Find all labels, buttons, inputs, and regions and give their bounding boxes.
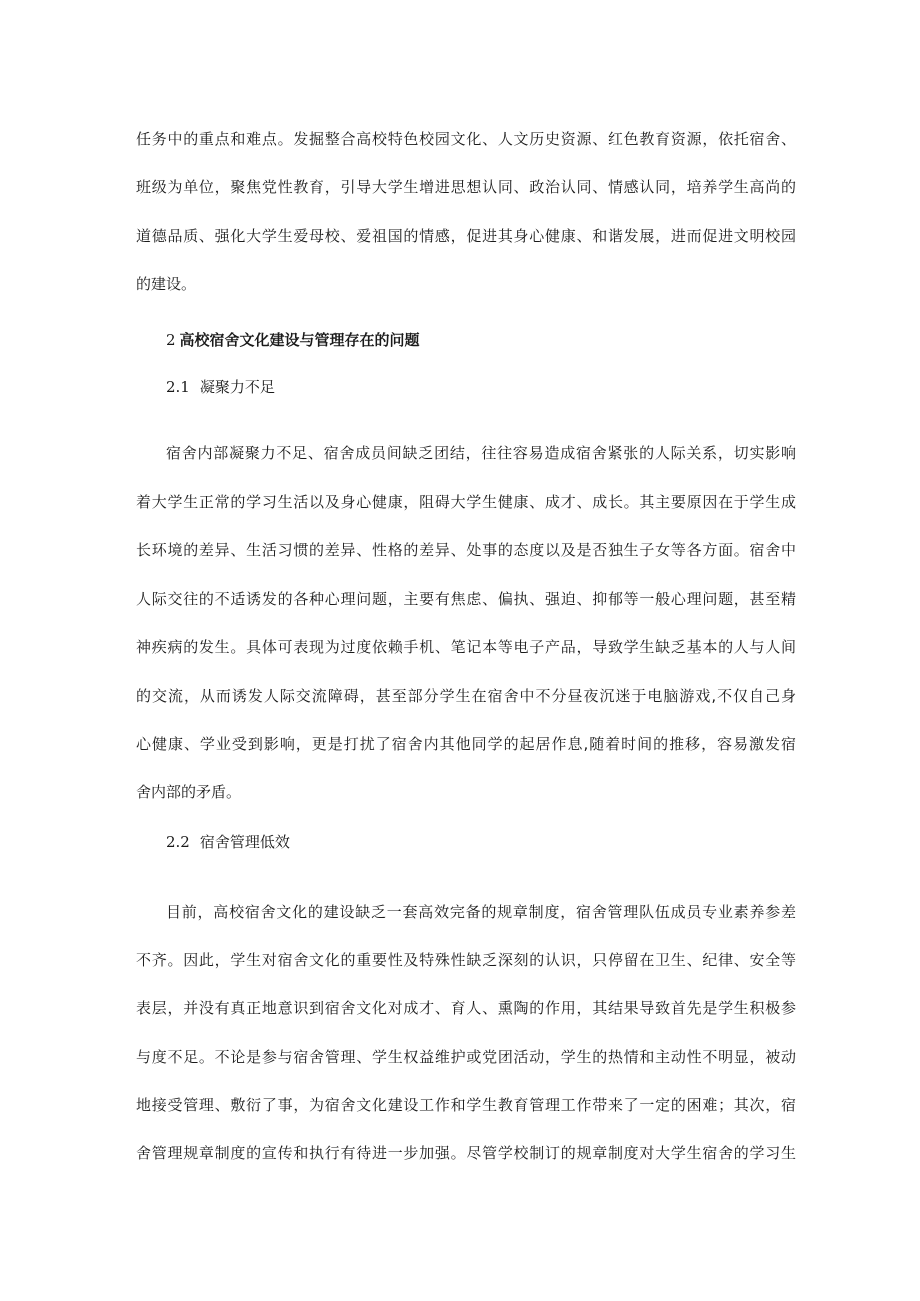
paragraph-line: 心健康、学业受到影响，更是打扰了宿舍内其他同学的起居作息,随着时间的推移，容易激发宿 [136, 735, 796, 753]
paragraph-line: 任务中的重点和难点。发掘整合高校特色校园文化、人文历史资源、红色教育资源，依托宿舍、 [136, 130, 796, 148]
paragraph-line: 舍内部的矛盾。 [136, 783, 242, 801]
subsection-number: 2.2 [166, 833, 190, 851]
paragraph-line: 的建设。 [136, 275, 197, 293]
paragraph-line: 人际交往的不适诱发的各种心理问题，主要有焦虑、偏执、强迫、抑郁等一般心理问题，甚至精 [136, 590, 796, 608]
paragraph-line: 目前，高校宿舍文化的建设缺乏一套高效完备的规章制度，宿舍管理队伍成员专业素养参差 [166, 903, 796, 921]
subsection-heading [166, 377, 275, 397]
paragraph-line: 表层，并没有真正地意识到宿舍文化对成才、育人、熏陶的作用，其结果导致首先是学生积极参 [136, 999, 796, 1017]
paragraph-line: 班级为单位，聚焦党性教育，引导大学生增进思想认同、政治认同、情感认同，培养学生高尚的 [136, 178, 796, 196]
section-number: 2 [166, 331, 176, 349]
paragraph-line: 道德品质、强化大学生爱母校、爱祖国的情感，促进其身心健康、和谐发展，进而促进文明校园 [136, 227, 796, 245]
paragraph-line: 舍管理规章制度的宣传和执行有待进一步加强。尽管学校制订的规章制度对大学生宿舍的学习生 [136, 1144, 796, 1162]
paragraph-line: 着大学生正常的学习生活以及身心健康，阻碍大学生健康、成才、成长。其主要原因在于学生成 [136, 493, 796, 511]
subsection-title: 凝聚力不足 [199, 378, 275, 396]
paragraph-line: 宿舍内部凝聚力不足、宿舍成员间缺乏团结，往往容易造成宿舍紧张的人际关系，切实影响 [166, 444, 796, 462]
paragraph-line: 神疾病的发生。具体可表现为过度依赖手机、笔记本等电子产品，导致学生缺乏基本的人与人间 [136, 638, 796, 656]
subsection-number: 2.1 [166, 378, 190, 396]
paragraph-line: 的交流，从而诱发人际交流障碍，甚至部分学生在宿舍中不分昼夜沉迷于电脑游戏,不仅自己身 [136, 687, 796, 705]
subsection-title: 宿舍管理低效 [199, 833, 290, 851]
paragraph-line: 不齐。因此，学生对宿舍文化的重要性及特殊性缺乏深刻的认识，只停留在卫生、纪律、安全等 [136, 951, 796, 969]
paragraph-line: 与度不足。不论是参与宿舍管理、学生权益维护或党团活动，学生的热情和主动性不明显，被动 [136, 1048, 796, 1066]
paragraph-line: 长环境的差异、生活习惯的差异、性格的差异、处事的态度以及是否独生子女等各方面。宿舍中 [136, 541, 796, 559]
section-title: 高校宿舍文化建设与管理存在的问题 [179, 331, 420, 349]
section-heading [166, 330, 420, 350]
paragraph-line: 地接受管理、敷衍了事，为宿舍文化建设工作和学生教育管理工作带来了一定的困难；其次，宿 [136, 1096, 796, 1114]
subsection-heading [166, 832, 290, 852]
